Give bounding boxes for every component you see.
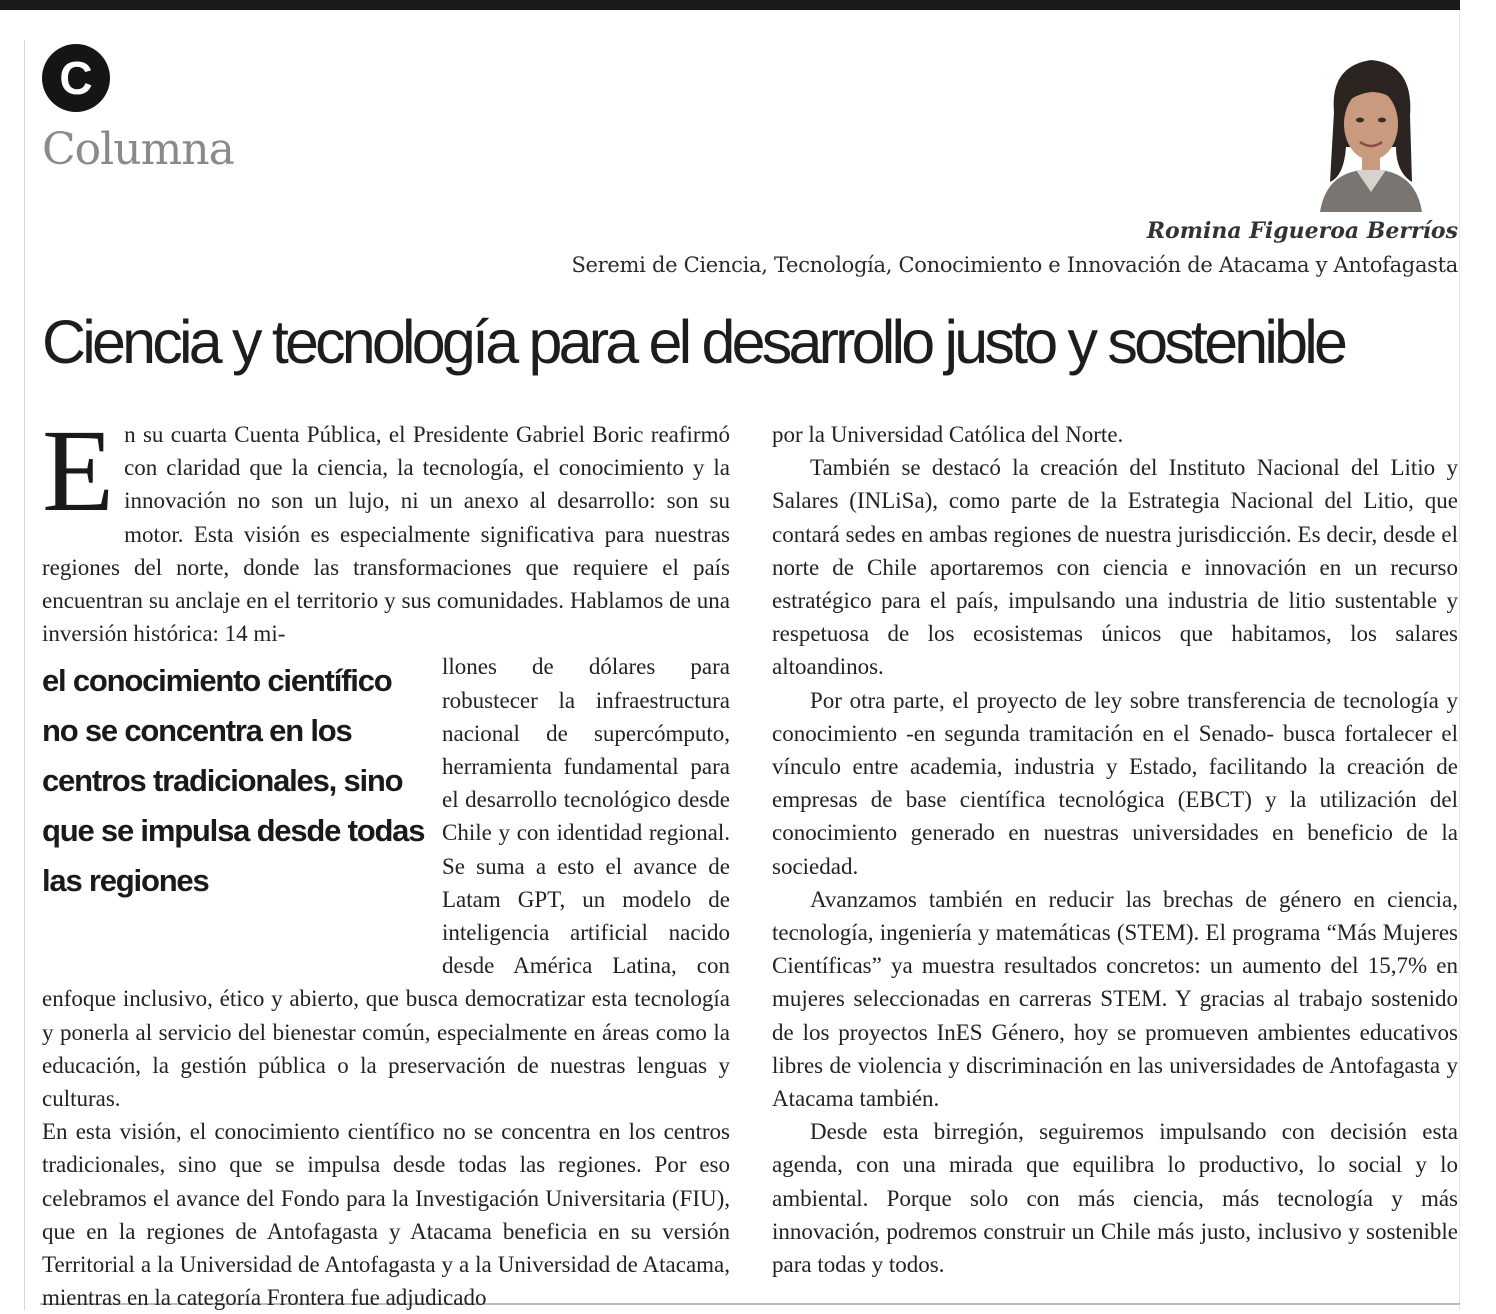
paragraph-text: Avanzamos también en reducir las brechas de género en ciencia, tecnología, ingeniería y matemáticas (STEM). El programa “Más Mujeres Científicas” ya muestra resultados concretos: un aumento del 15,7% en mujeres seleccionadas en carreras STEM. Y gracias al trabajo sostenido de los proyectos InES Género, hoy se promueven ambientes educativos libres de violencia y discriminación en las universidades de Antofagasta y Atacama también. bbox=[772, 886, 1458, 1112]
paragraph-text: En esta visión, el conocimiento científico no se concentra en los centros tradicionales, sino que se impulsa desde todas las regiones. Por eso celebramos el avance del Fondo para la Investigación Universitaria (FIU), que en la regiones de Antofagasta y Atacama beneficia en su versión Territorial a la Universidad de Antofagasta y a la Universidad de Atacama, mientras en la categoría Frontera fue adjudicado bbox=[42, 1119, 730, 1311]
headline: Ciencia y tecnología para el desarrollo justo y sostenible bbox=[42, 308, 1345, 376]
article-column-right bbox=[772, 418, 1458, 1281]
section-label: Columna bbox=[42, 124, 234, 175]
author-role: Seremi de Ciencia, Tecnología, Conocimiento e Innovación de Atacama y Antofagasta bbox=[571, 253, 1458, 277]
author-portrait bbox=[1316, 52, 1426, 212]
dropcap: E bbox=[42, 405, 115, 536]
pullquote: el conocimiento científico no se concentra en los centros tradicionales, sino que se impulsa desde todas las regiones bbox=[42, 663, 425, 899]
author-name: Romina Figueroa Berríos bbox=[1146, 218, 1458, 244]
column-badge-icon: C bbox=[42, 44, 110, 112]
top-rule bbox=[0, 0, 1460, 10]
paragraph bbox=[42, 1115, 730, 1314]
article-column-left bbox=[42, 405, 730, 1314]
paragraph bbox=[772, 1115, 1458, 1281]
left-margin-rule bbox=[24, 40, 25, 1310]
paragraph bbox=[42, 405, 730, 650]
paragraph bbox=[772, 883, 1458, 1115]
pullquote-block bbox=[42, 650, 730, 1115]
paragraph-text: También se destacó la creación del Instituto Nacional del Litio y Salares (INLiSa), como parte de la Estrategia Nacional del Litio, que contará sedes en ambas regiones de nuestra jurisdicción. Es decir, desde el norte de Chile aportaremos con ciencia e innovación en un recurso estratégico para el país, impulsando una industria de litio sustentable y respetuosa de los ecosistemas únicos que habitamos, los salares altoandinos. bbox=[772, 455, 1458, 680]
right-margin-rule bbox=[1459, 10, 1460, 1310]
paragraph-text: Por otra parte, el proyecto de ley sobre transferencia de tecnología y conocimiento -en segunda tramitación en el Senado- busca fortalecer el vínculo entre academia, industria y Estado, facilitando la creación de empresas de base científica tecnológica (EBCT) y la utilización del conocimiento generado en nuestras universidades en beneficio de la sociedad. bbox=[772, 687, 1458, 879]
paragraph-text: n su cuarta Cuenta Pública, el Presidente Gabriel Boric reafirmó con claridad que la ciencia, la tecnología, el conocimiento y la innovación no son un lujo, ni un anexo al desarrollo: son su motor. Esta visión es especialmente significativa para nuestras regiones del norte, donde las transformaciones que requiere el país encuentran su anclaje en el territorio y sus comunidades. Hablamos de una inversión histórica: 14 mi- bbox=[42, 422, 730, 647]
paragraph bbox=[772, 684, 1458, 883]
paragraph-text: Desde esta birregión, seguiremos impulsando con decisión esta agenda, con una mirada que equilibra lo productivo, lo social y lo ambiental. Porque solo con más ciencia, más tecnología y más innovación, podremos construir un Chile más justo, inclusivo y sostenible para todas y todos. bbox=[772, 1119, 1458, 1278]
paragraph bbox=[772, 451, 1458, 683]
paragraph-text: por la Universidad Católica del Norte. bbox=[772, 422, 1124, 447]
paragraph bbox=[772, 418, 1458, 451]
paragraph-text: llones de dólares para robustecer la infraestructura nacional de supercómputo, herramienta fundamental para el desarrollo tecnológico desde Chile y con identidad regional. Se suma a esto el avance de Latam GPT, un modelo de inteligencia artificial nacido desde América Latina, con enfoque inclusivo, ético y abierto, que busca democratizar esta tecnología y ponerla al servicio del bienestar común, especialmente en áreas como la educación, la gestión pública o la preservación de nuestras lenguas y culturas. bbox=[42, 654, 730, 1112]
